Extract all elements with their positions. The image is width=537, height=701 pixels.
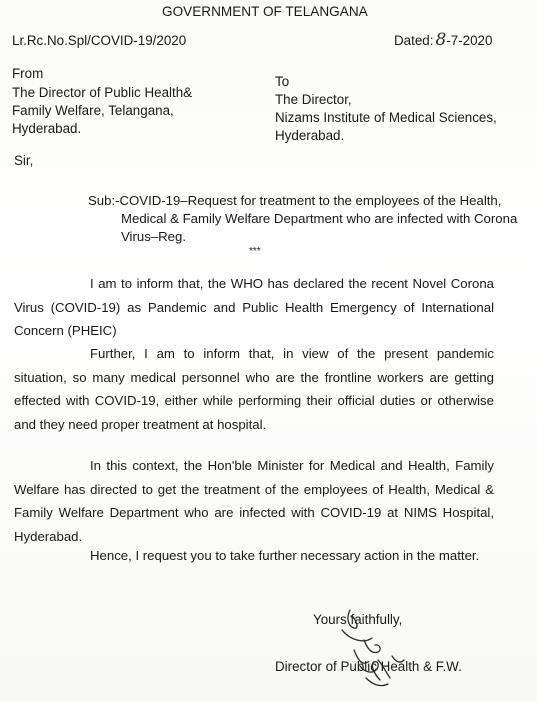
subject-line-2: Medical & Family Welfare Department who are infected with Corona bbox=[121, 211, 518, 226]
to-label: To bbox=[275, 74, 290, 89]
dated-month-year: -7-2020 bbox=[446, 33, 493, 48]
to-line-1: The Director, bbox=[275, 92, 352, 107]
yours-faithfully: Yours faithfully, bbox=[313, 612, 403, 627]
reference-number: Lr.Rc.No.Spl/COVID-19/2020 bbox=[12, 33, 187, 48]
paragraph-2-text: Further, I am to inform that, in view of the present pandemic situation, so many medical personnel who are the frontline workers are getting effected with COVID-19, either while performing their official duties or otherwise and they need proper treatment at hospital. bbox=[14, 346, 494, 432]
body-paragraph-3 bbox=[14, 454, 494, 548]
from-line-3: Hyderabad. bbox=[12, 121, 82, 136]
signatory-designation: Director of Public Health & F.W. bbox=[275, 659, 462, 674]
subject-line-3: Virus–Reg. bbox=[121, 229, 186, 244]
salutation: Sir, bbox=[14, 153, 34, 168]
body-paragraph-4 bbox=[14, 544, 494, 568]
paragraph-3-text: In this context, the Hon'ble Minister for Medical and Health, Family Welfare has directed to get the treatment of the employees of Health, Medical & Family Welfare Department who are infected with COVID-19 at NIMS Hospital, Hyderabad. bbox=[14, 458, 494, 544]
separator-asterisks: *** bbox=[249, 246, 261, 257]
to-line-2: Nizams Institute of Medical Sciences, bbox=[275, 110, 497, 125]
from-line-1: The Director of Public Health& bbox=[12, 85, 193, 100]
body-paragraph-2 bbox=[14, 342, 494, 436]
letter-date bbox=[394, 32, 492, 49]
dated-label: Dated: bbox=[394, 33, 434, 48]
subject-line-1: Sub:-COVID-19–Request for treatment to the employees of the Health, bbox=[88, 193, 502, 208]
signature-scribble bbox=[320, 600, 420, 695]
paragraph-1-text: I am to inform that, the WHO has declared the recent Novel Corona Virus (COVID-19) as Pandemic and Public Health Emergency of International Concern (PHEIC) bbox=[14, 276, 494, 338]
to-line-3: Hyderabad. bbox=[275, 128, 345, 143]
letterhead-title: GOVERNMENT OF TELANGANA bbox=[162, 4, 368, 19]
from-label: From bbox=[12, 66, 44, 81]
paragraph-4-text: Hence, I request you to take further necessary action in the matter. bbox=[90, 548, 480, 563]
from-line-2: Family Welfare, Telangana, bbox=[12, 103, 174, 118]
body-paragraph-1 bbox=[14, 272, 494, 343]
dated-day-handwritten: 8 bbox=[435, 30, 447, 50]
